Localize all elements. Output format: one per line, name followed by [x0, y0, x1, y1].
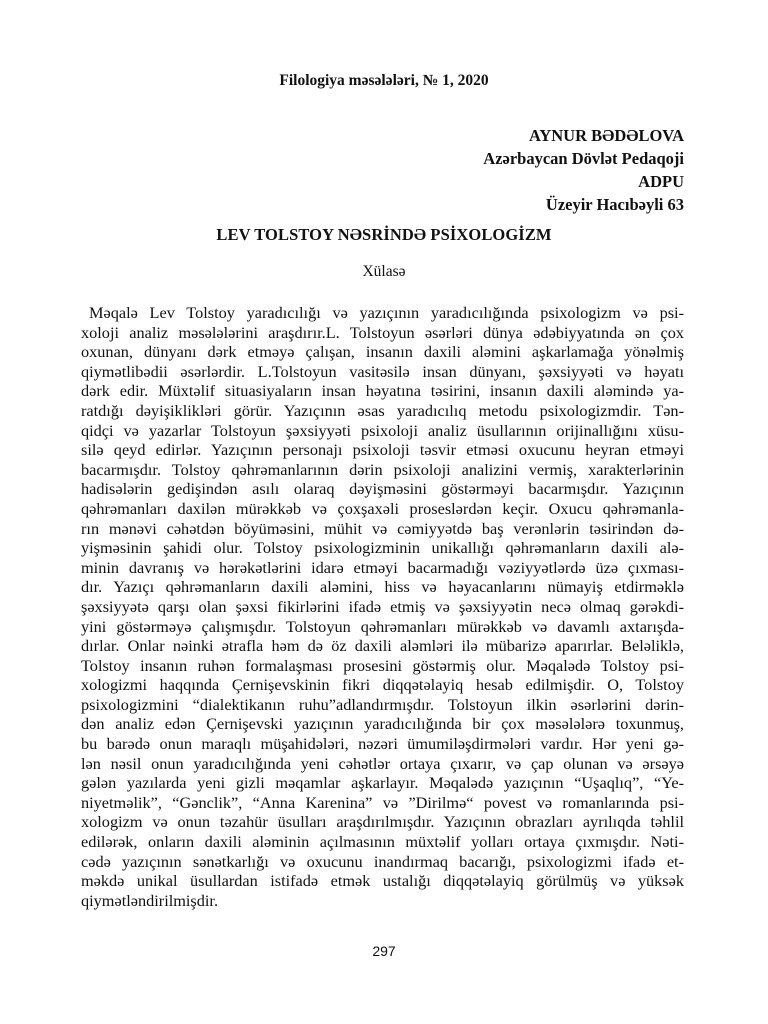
- author-address: Üzeyir Hacıbəyli 63: [545, 195, 684, 214]
- abstract-line: xologizm və onun təzahür üsulları araşdırılmışdır. Yazıçının obrazları ayrılıqda təhlil: [81, 812, 684, 832]
- abstract-line: ratdığı dəyişiklikləri görür. Yazıçının əsas yaradıcılıq metodu psixologizmdir. Tən-: [81, 400, 684, 420]
- abstract-line: yişməsinin şahidi olur. Tolstoy psixologizminin unikallığı qəhrəmanların daxili alə-: [81, 538, 684, 558]
- abstract-line: rın mənəvi cəhətdən böyüməsini, mühit və cəmiyyətdə baş verənlərin təsirindən də-: [81, 518, 684, 538]
- journal-header: Filologiya məsələləri, № 1, 2020: [279, 72, 489, 89]
- abstract-line: Məqalə Lev Tolstoy yaradıcılığı və yazıçının yaradıcılığında psixologizm və psi-: [89, 303, 684, 322]
- abstract-line: bacarmışdır. Tolstoy qəhrəmanlarının dərin psixoloji analizini vermiş, xarakterlərinin: [81, 459, 684, 479]
- abstract-line: qiymətlibədii əsərlərdir. L.Tolstoyun vasitəsilə insan dünyanı, şəxsiyyəti və həyatı: [81, 361, 684, 381]
- abstract-line: niyetməlik”, “Gənclik”, “Anna Karenina” və ”Dirilmə“ povest və romanlarında psi-: [81, 792, 684, 812]
- abstract-line: xologizmi haqqında Çernişevskinin fikri diqqətəlayiq hesab edilmişdir. O, Tolstoy: [81, 675, 684, 695]
- abstract-line: silə qeyd edirlər. Yazıçının personajı psixoloji təsvir etməsi oxucunu heyran etməyi: [81, 440, 684, 460]
- abstract-line: edilərək, onların daxili aləminin açılmasının müxtəlif yolları ortaya çıxmışdır. Nəti-: [81, 832, 684, 852]
- abstract-line: yini göstərməyə çalışmışdır. Tolstoyun qəhrəmanları mürəkkəb və davamlı axtarışda-: [81, 616, 684, 636]
- abstract-line: qidçi və yazarlar Tolstoyun şəxsiyyəti psixoloji analiz üsullarının orijinallığını xüsu-: [81, 420, 684, 440]
- abstract-line: dırlar. Onlar nəinki ətrafla həm də öz daxili aləmləri ilə mübarizə aparırlar. Beləliklə,: [81, 636, 684, 656]
- abstract-line: minin davranış və hərəkətlərini idarə etməyi bacarmadığı vəziyyətlərdə üzə çıxması-: [81, 557, 684, 577]
- author-institution-short: ADPU: [638, 172, 684, 191]
- abstract-line: oxunan, dünyanı dərk etməyə çalışan, insanın daxili aləmini aşkarlamağa yönəlmiş: [81, 342, 684, 362]
- page-number: 297: [372, 943, 396, 959]
- author-institution: Azərbaycan Dövlət Pedaqoji: [483, 149, 684, 168]
- abstract-line: qəhrəmanları daxilən mürəkkəb və çoxşaxəli proseslərdən keçir. Oxucu qəhrəmanla-: [81, 498, 684, 518]
- summary-heading: Xülasə: [362, 263, 406, 280]
- abstract-line: lən nəsil onun yaradıcılığında yeni cəhətlər ortaya çıxarır, və çap olunan və ərsəyə: [81, 753, 684, 773]
- article-title: LEV TOLSTOY NƏSRİNDƏ PSİXOLOGİZM: [216, 225, 552, 244]
- abstract-line: dır. Yazıçı qəhrəmanların daxili aləmini, hiss və həyacanlarını nümayiş etdirməklə: [81, 577, 684, 597]
- abstract-line: psixologizmini “dialektikanın ruhu”adlandırmışdır. Tolstoyun ilkin əsərlərini dərin-: [81, 694, 684, 714]
- abstract-line: xoloji analiz məsələlərini araşdırır.L. Tolstoyun əsərləri dünya ədəbiyyatında ən çox: [81, 322, 684, 342]
- author-name: AYNUR BƏDƏLOVA: [528, 126, 684, 145]
- abstract-line: Tolstoy insanın ruhən formalaşması prosesini göstərmiş olur. Məqalədə Tolstoy psi-: [81, 655, 684, 675]
- abstract-line: dərk edir. Müxtəlif situasiyaların insan həyatına təsirini, insanın daxili aləmində ya-: [81, 381, 684, 401]
- abstract-line: cədə yazıçının sənətkarlığı və oxucunu inandırmaq bacarığı, psixologizmi ifadə et-: [81, 851, 684, 871]
- author-block: [483, 124, 684, 216]
- abstract-line: gələn yazılarda yeni gizli məqamlar aşkarlayır. Məqalədə yazıçının “Uşaqlıq”, “Ye-: [81, 773, 684, 793]
- abstract-line: bu barədə onun maraqlı müşahidələri, nəzəri ümumiləşdirmələri vardır. Hər yeni gə-: [81, 734, 684, 754]
- abstract-line: dən analiz edən Çernişevski yazıçının yaradıcılığında bir çox məsələlərə toxunmuş,: [81, 714, 684, 734]
- abstract-line: hadisələrin gedişindən asılı olaraq dəyişməsini göstərməyi bacarmışdır. Yazıçının: [81, 479, 684, 499]
- abstract-line: qiymətləndirilmişdir.: [81, 890, 219, 910]
- abstract-line: şəxsiyyətə qarşı olan şəxsi fikirlərini ifadə etmiş və şəxsiyyətin necə olmaq gərəkdi-: [81, 596, 684, 616]
- abstract-paragraph: [81, 303, 684, 910]
- abstract-line: məkdə unikal üsullardan istifadə etmək ustalığı diqqətəlayiq görülmüş və yüksək: [81, 871, 684, 891]
